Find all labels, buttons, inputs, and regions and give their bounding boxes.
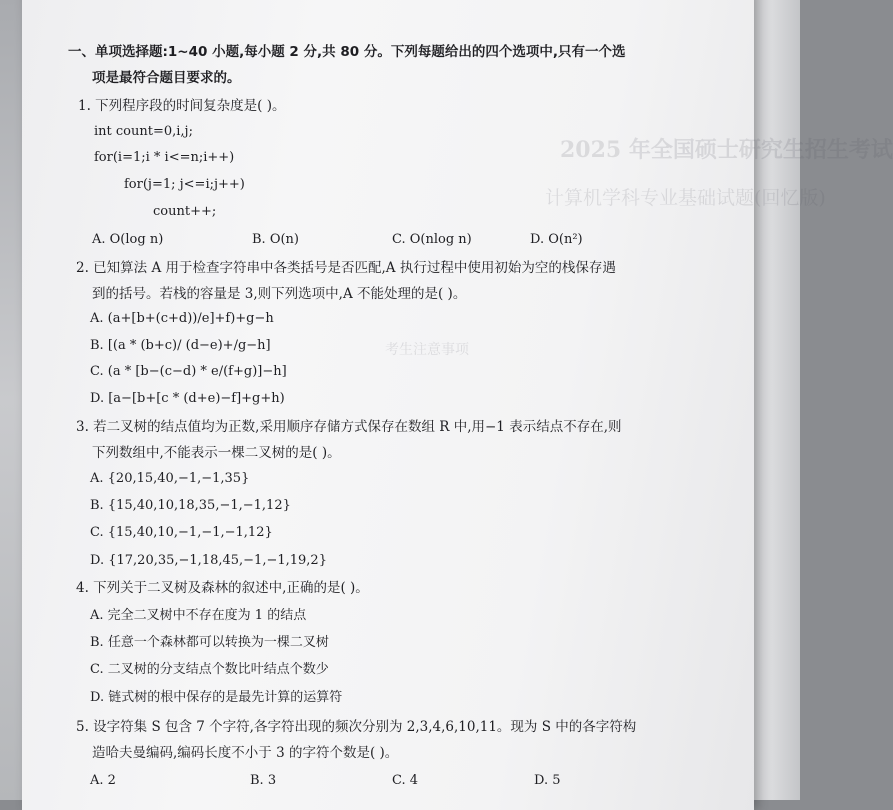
question-2-option-a: A. (a+[b+(c+d))/e]+f)+g−h — [90, 311, 274, 326]
question-4-stem: 4. 下列关于二叉树及森林的叙述中,正确的是( )。 — [76, 580, 369, 596]
question-1-code-line: int count=0,i,j; — [94, 124, 193, 139]
question-2-option-c: C. (a * [b−(c−d) * e/(f+g)]−h] — [90, 364, 287, 379]
watermark-subject: 计算机学科专业基础试题(回忆版) — [545, 187, 826, 209]
question-1-option-a: A. O(log n) — [92, 232, 164, 247]
question-1-option-c: C. O(nlog n) — [392, 232, 472, 247]
question-1-option-d: D. O(n²) — [530, 232, 583, 247]
question-2-stem-line2: 到的括号。若栈的容量是 3,则下列选项中,A 不能处理的是( )。 — [92, 286, 467, 302]
question-3-option-c: C. {15,40,10,−1,−1,−1,12} — [90, 525, 273, 540]
watermark-exam-title: 2025 年全国硕士研究生招生考试 — [560, 137, 893, 163]
question-5-option-b: B. 3 — [250, 773, 277, 788]
question-5-option-c: C. 4 — [392, 773, 419, 788]
question-5-option-a: A. 2 — [90, 773, 116, 788]
question-1-code-line: count++; — [153, 204, 217, 219]
question-3-stem-line2: 下列数组中,不能表示一棵二叉树的是( )。 — [92, 445, 341, 461]
question-3-stem-line1: 3. 若二叉树的结点值均为正数,采用顺序存储方式保存在数组 R 中,用−1 表示结点不存在,则 — [76, 419, 622, 435]
question-5-stem-line1: 5. 设字符集 S 包含 7 个字符,各字符出现的频次分别为 2,3,4,6,10,11。现为 S 中的各字符构 — [76, 719, 637, 735]
question-3-option-b: B. {15,40,10,18,35,−1,−1,12} — [90, 498, 291, 513]
question-4-option-a: A. 完全二叉树中不存在度为 1 的结点 — [90, 608, 307, 623]
question-4-option-b: B. 任意一个森林都可以转换为一棵二叉树 — [90, 635, 329, 650]
question-2-option-b: B. [(a * (b+c)/ (d−e)+/g−h] — [90, 338, 271, 353]
question-5-option-d: D. 5 — [534, 773, 561, 788]
question-3-option-a: A. {20,15,40,−1,−1,35} — [90, 471, 250, 486]
question-1-code-line: for(j=1; j<=i;j++) — [124, 177, 245, 192]
question-1-stem: 1. 下列程序段的时间复杂度是( )。 — [78, 98, 286, 114]
question-4-option-d: D. 链式树的根中保存的是最先计算的运算符 — [90, 690, 343, 705]
question-1-option-b: B. O(n) — [252, 232, 299, 247]
question-3-option-d: D. {17,20,35,−1,18,45,−1,−1,19,2} — [90, 553, 327, 568]
question-2-stem-line1: 2. 已知算法 A 用于检查字符串中各类括号是否匹配,A 执行过程中使用初始为空的栈保存遇 — [76, 260, 616, 276]
watermark-note: 考生注意事项 — [385, 342, 469, 358]
question-5-stem-line2: 造哈夫曼编码,编码长度不小于 3 的字符个数是( )。 — [92, 745, 399, 761]
question-4-option-c: C. 二叉树的分支结点个数比叶结点个数少 — [90, 662, 329, 677]
question-1-code-line: for(i=1;i * i<=n;i++) — [94, 150, 235, 165]
section-title-line2: 项是最符合题目要求的。 — [92, 70, 241, 86]
question-2-option-d: D. [a−[b+[c * (d+e)−f]+g+h) — [90, 391, 285, 406]
section-title-line1: 一、单项选择题:1~40 小题,每小题 2 分,共 80 分。下列每题给出的四个选项中,只有一个选 — [68, 44, 626, 60]
